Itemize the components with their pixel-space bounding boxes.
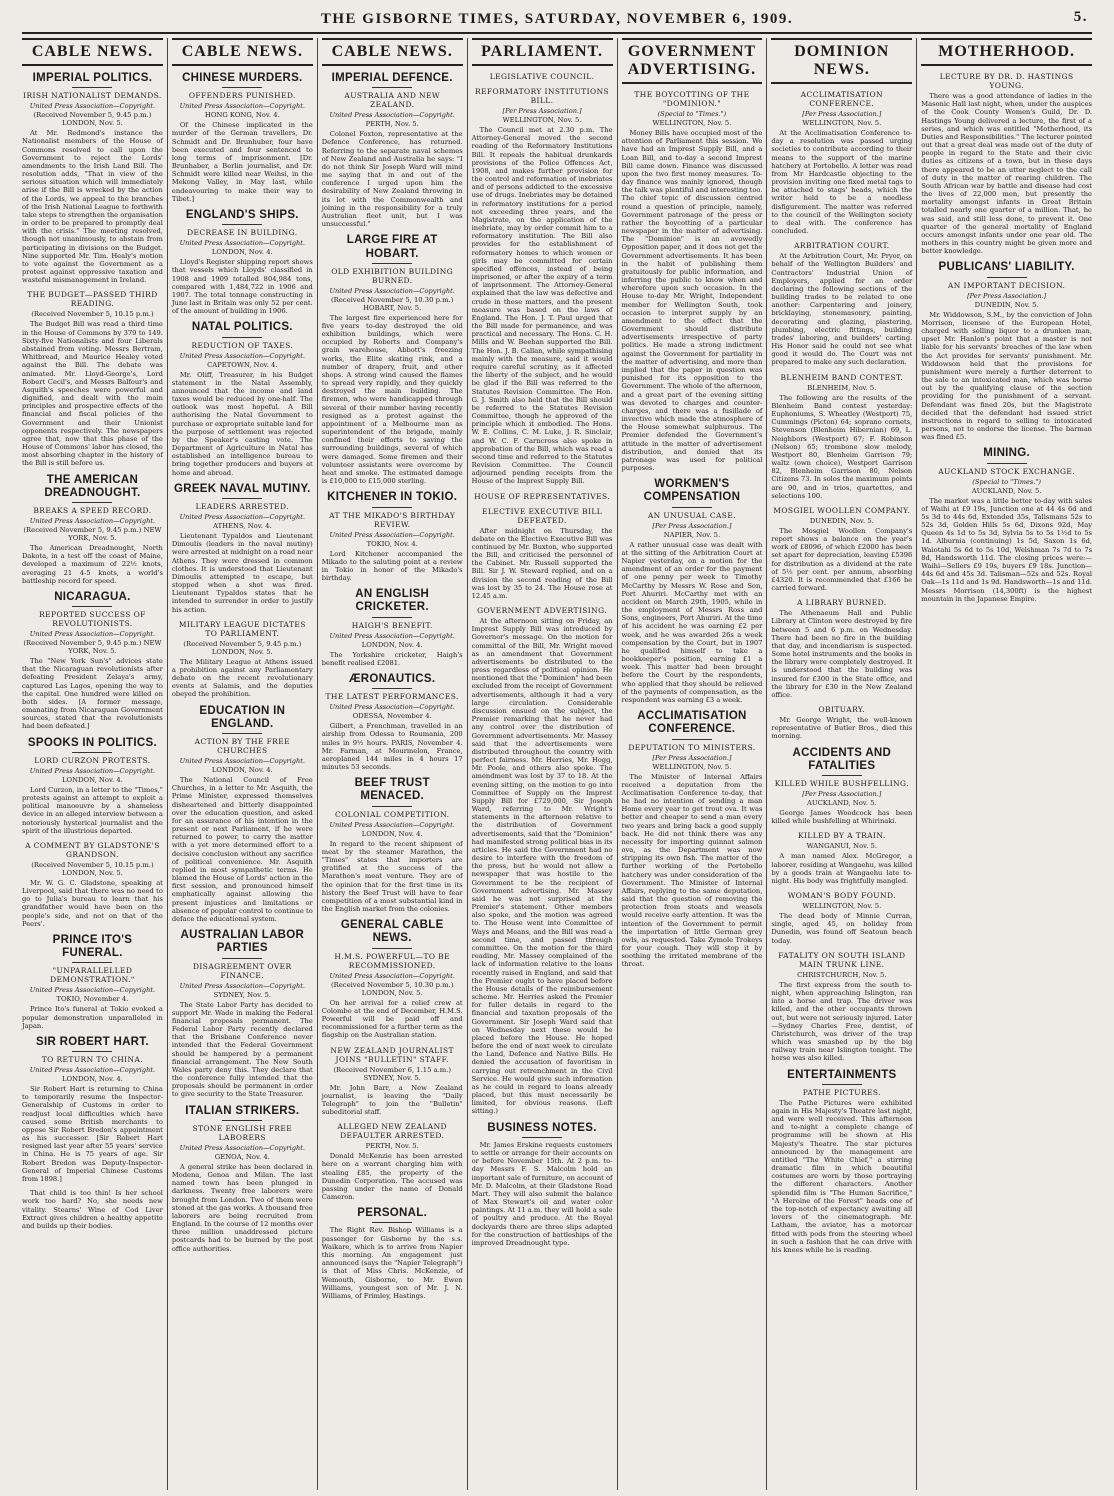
article-subheading: THE LATEST PERFORMANCES. (325, 692, 459, 702)
article-heading: THE AMERICAN DREADNOUGHT. (44, 473, 141, 499)
article-heading: ACCIDENTS AND FATALITIES (792, 746, 892, 772)
article-body: Mr. James Erskine requests customers to settle or arrange for their accounts on or before November 15th. At 2 p.m. to-day Messrs F. S. Malcolm hold an important sale of furniture, on account of Mr. D. Malcolm, at their Gladstone Road Mart. They will also submit the balance of Max Stewart's oil and water color paintings. At 11 a.m. they will hold a sale of poultry and produce. At the Royal dockyards there are three slips adapted for the construction of battleships of the improved Dreadnought type. (471, 1140, 613, 1247)
article-subheading: OLD EXHIBITION BUILDING BURNED. (331, 266, 454, 285)
article-subheading: HOUSE OF REPRESENTATIVES. (474, 491, 611, 501)
article (172, 705, 313, 924)
article-body: Donald McKenzie has been arrested here on a warrant charging him with stealing £85, the property of the Dunedin Corporation. The accused was passing under the name of Donald Cameron. (321, 1152, 463, 1202)
article-subheading: BLENHEIM BAND CONTEST. (780, 372, 904, 382)
article (472, 606, 613, 1115)
article (472, 1122, 613, 1247)
article-body: Prince Ito's funeral at Tokio evoked a popular demonstration unparalleled in Japan. (22, 1005, 163, 1030)
wire-credit: United Press Association—Copyright. (29, 102, 156, 111)
article (172, 1105, 313, 1253)
article-body: That child is too thin! Is her school work too hard? No, she needs new vitality. Stearns' Wine of Cod Liver Extract gives children a healthy appetite and builds up their bodies. (22, 1189, 163, 1230)
dateline: TOKIO, Nov. 4. (366, 539, 418, 548)
article-subheading: OBITUARY. (818, 705, 866, 715)
article-subheading: H.M.S. POWERFUL—TO BE RECOMMISSIONED. (334, 951, 450, 970)
dateline: DUNEDIN, Nov. 5. (809, 516, 874, 525)
article (22, 591, 163, 731)
dateline: (Received November 5, 10.30 p.m.) HOBART, Nov. 5. (331, 295, 454, 312)
article-body: Mr. John Barr, a New Zealand journalist, is leaving the "Daily Telegraph" to join the "Bulletin" subeditorial staff. (321, 1083, 463, 1117)
article-heading: GENERAL CABLE NEWS. (340, 919, 444, 945)
article-subheading: TO RETURN TO CHINA. (41, 1055, 144, 1065)
article-body: The National Council of Free Churches, in a letter to Mr. Asquith, the Prime Minister, expressed themselves disheartened and bitterly disappointed over the education question, and asked for an assurance of his intention in the present or next Parliament, if he were returned to power, to carry the matter with a yet more determined effort to a decisive conclusion without any sacrifice of political convenience. Mr. Asquith replied in most sympathetic terms. He blamed the House of Lords' action in the first session, and pronounced himself emphatically against allowing the present injustices and limitations or absence of popular control to continue to deface the educational system. (171, 776, 313, 923)
article-body: The Yorkshire cricketer, Haigh's benefit realised £2081. (321, 650, 463, 667)
article-body: On her arrival for a relief crew at Colombo at the end of December, H.M.S. Powerful will be paid off and recommissioned for a further term as the flagship on the Australian station. (321, 998, 463, 1040)
dateline: WELLINGTON, Nov. 5. (802, 119, 882, 127)
heading-rule (822, 1084, 862, 1085)
article-subheading: DEPUTATION TO MINISTERS. (628, 742, 756, 752)
article-subheading: A COMMENT BY GLADSTONE'S GRANDSON. (25, 840, 160, 859)
wire-credit: (Special to "Times.") (972, 477, 1041, 486)
article-body: Mr. George Wright, the well-known representative of Butler Bros., died this morning. (771, 716, 913, 741)
article-heading: ENGLAND'S SHIPS. (185, 208, 299, 221)
dateline: HONG KONG, Nov. 4. (204, 111, 280, 120)
article (322, 1207, 463, 1300)
article-subheading: REFORMATORY INSTITUTIONS BILL. (475, 87, 610, 105)
wire-credit: United Press Association—Copyright. (329, 971, 455, 980)
wire-credit: United Press Association—Copyright. (329, 111, 455, 120)
article-subheading: LECTURE BY DR. D. HASTINGS YOUNG. (939, 72, 1074, 90)
article-body: Lieutenant Typaldos and Lieutenant Dimoulis (leaders in the naval mutiny) were arrested at midnight on a road near Athens. They were dressed in common clothes. It is understood that Lieutenant Dimoulis attempted to escape, but stopped when a shot was fired. Lieutenant Typaldos states that he intended to surrender in order to justify his action. (171, 532, 313, 614)
article-body: The Right Rev. Bishop Williams is a passenger for Gisborne by the s.s. Waikare, which is to arrive from Napier this morning. An engagement just announced (says the "Napier Telegraph") is that of Miss Chris. McKenzie, of Wemouth, Gisborne, to Mr. Ewen Williams, youngest son of Mr. J. N. Williams, of Frimley, Hastings. (321, 1226, 463, 1300)
heading-rule (222, 1120, 262, 1121)
article-subheading: ACCLIMATISATION CONFERENCE. (800, 90, 883, 108)
dateline: WANGANUI, Nov. 5. (806, 842, 878, 851)
heading-rule (372, 87, 412, 88)
column-banner: MOTHERHOOD. (921, 38, 1092, 66)
article-body: Colonel Foxton, representative at the Defence Conference, has returned. Referring to the separate naval schemes of New Zealand and Australia he says: "I do not think Sir Joseph Ward will mind me saying that in and out of the conference I urged upon him the desirability of New Zealand throwing in its lot with the Commonwealth and joining in the responsibility for a truly Australian fleet unit, but I was unsuccessful." (321, 130, 463, 229)
dateline: BLENHEIM, Nov. 5. (807, 383, 877, 392)
dateline: LONDON, Nov. 4. (361, 640, 423, 649)
dateline: WELLINGTON, Nov. 5. (652, 119, 732, 127)
article-body: Gilbert, a Frenchman, travelled in an airship from Odessa to Roumania, 200 miles in 9½ hours. PARIS, November 4. Mr. Farman, at Mourmelon, France, aeroplaned 144 miles in 4 hours 17 minutes 53 seconds. (321, 722, 463, 772)
article (622, 478, 763, 704)
column-banner: PARLIAMENT. (472, 38, 613, 66)
column-7 (917, 38, 1096, 1490)
dateline: (Received November 5, 10.15 p.m.) LONDON, Nov. 5. (31, 860, 154, 877)
article-subheading: THE BOYCOTTING OF THE "DOMINION." (634, 90, 750, 108)
article-subheading: FATALITY ON SOUTH ISLAND MAIN TRUNK LINE. (778, 950, 906, 969)
article-heading: ÆRONAUTICS. (349, 673, 436, 686)
article-body: Lord Kitchener accompanied the Mikado to the saluting point at a review in Tokio in honor of the Mikado's birthday. (321, 549, 463, 583)
article-body: The Council met at 2.30 p.m. The Attorney-General moved the second reading of the Reformatory Institutions Bill. It repeals the habitual drunkards provisions of the Police Offences Act, 1908, and makes further provision for the control and reformation of inebriates and of persons addicted to the excessive use of drugs. Inebriates may be detained in reformatory institutions for a period not exceeding three years, and the Magistrate, on the application of the inebriate, may by order commit him to a reformatory institution. The Bill also provides for the establishment of reformatory homes to which women or girls may be committed for certain specified offences, instead of being imprisoned, or after the expiry of a term of imprisonment. The Attorney-General explained that the law was defective and crude in these matters, and the present measure was based on the laws of England. The Hon. J. T. Paul urged that the Bill made for permanence, and was practical and necessary. The Hons. C. H. Mills and W. Beehan supported the Bill. The Hon. J. B. Callan, while sympathising mainly with the measure, said it would require careful scrutiny, as it affected the liberty of the subject, and he would be glad if the Bill was referred to the Statutes Revision Committee. The Hon. G. J. Smith also held that the Bill should be referred to the Statutes Revision Committee, though he approved of the principle which it embodied. The Hons. W. E. Collins, C. M. Luke, J. R. Sinclair, and W. C. F. Carncross also spoke in approbation of the Bill, which was read a second time and referred to the Statutes Revision Committee. The Council adjourned pending receipts from the House of the Imprest Supply Bill. (471, 126, 613, 486)
heading-rule (372, 806, 412, 807)
column-1 (18, 38, 168, 1490)
dateline: TOKIO, November 4. (56, 995, 129, 1004)
wire-credit: (Special to "Times.") (657, 110, 727, 118)
article (322, 72, 463, 228)
article (472, 72, 613, 81)
heading-rule (672, 507, 712, 508)
article-body: After midnight on Thursday, the debate on the Elective Executive Bill was continued by Mr. Buxton, who supported the Bill, and criticised the personnel of the Cabinet. Mr. Russell supported the Bill. Sir J. W. Steward replied, and on a division the second reading of the Bill was lost by 35 to 24. The House rose at 12.45 a.m. (471, 526, 613, 600)
columns-container (18, 38, 1096, 1490)
article (172, 483, 313, 614)
article-body: There was a good attendance of ladies in the Masonic Hall last night, when, under the auspices of the Cook County Women's Guild, Dr. D. Hastings Young delivered a lecture, the first of a series, and which was entitled "Motherhood, its Duties and Responsibilities." The lecturer pointed out that a great deal was made out of the duty of people in regard to the State and their civic duties as citizens of a town, but in these days there appeared to be an utter neglect to the call of duty in the matter of rearing children. The South African war by battle and disease had cost the lives of 22,000 men, but presently the mortality amongst infants in Great Britain totalled nearly one quarter of a million. That, he was said, and still less done, to prevent it. One quarter of the general mortality of England occurs amongst infants under one year old. The mothers in this country might be given more and better knowledge. (921, 92, 1092, 256)
wire-credit: [Per Press Association.] (652, 753, 732, 762)
article-body: A man named Alex. McGregor, a laborer, residing at Wangaehu, was killed by a goods train at Wangaehu late to-night. His body was frightfully mangled. (771, 852, 913, 885)
article (771, 831, 912, 885)
wire-credit: United Press Association—Copyright. (329, 286, 455, 295)
wire-credit: United Press Association—Copyright. (29, 1066, 156, 1075)
article-subheading: AN IMPORTANT DECISION. (947, 280, 1066, 290)
dateline: (Received November 5, 9.45 p.m.) NEW YORK, Nov. 5. (23, 526, 162, 543)
article (172, 321, 313, 476)
heading-rule (672, 739, 712, 740)
wire-credit: United Press Association—Copyright. (329, 820, 455, 829)
article-body: The Pathe Pictures were exhibited again in His Majesty's Theatre last night, and were well received. This afternoon and to-night a complete change of programme will be shown at His Majesty's Theatre. The star pictures announced by the management are entitled "The White Chief," a stirring dramatic film in which beautiful costumes are worn by those portraying the different characters. Another splendid film is "The Human Sacrifice," "A Heroine of the Forest" heads one of the top-notch of expectancy awaiting all lovers of the cinematograph. Mr. Latham, the aviator, has a motorcar fitted with pods from the steering wheel in such a fashion that he can drive with his knees while he is reading. (771, 1098, 913, 1254)
article (322, 491, 463, 582)
article (472, 87, 613, 486)
column-banner: CABLE NEWS. (322, 38, 463, 66)
dateline: ATHENS, Nov. 4. (213, 522, 272, 531)
article-body: The American Dreadnought, North Dakota, in a test off the coast of Maine, developed a maximum of 22½ knots, averaging 21 4-5 knots, a world's battleship record for speed. (22, 544, 163, 585)
article-heading: PUBLICANS' LIABILITY. (938, 261, 1075, 274)
heading-rule (222, 958, 262, 959)
article-heading: ACCLIMATISATION CONFERENCE. (637, 710, 747, 736)
column-banner: GOVERNMENT ADVERTISING. (622, 38, 763, 84)
dateline: LONDON, Nov. 4. (211, 248, 273, 257)
article (472, 507, 613, 601)
dateline: (Received November 5, 10.30 p.m.) LONDON, Nov. 5. (331, 980, 454, 997)
heading-rule (987, 277, 1027, 278)
article (771, 951, 912, 1063)
article-heading: AN ENGLISH CRICKETER. (355, 588, 430, 614)
article-heading: BUSINESS NOTES. (487, 1121, 597, 1134)
article (771, 506, 912, 592)
dateline: (Received November 6, 1.15 a.m.) SYDNEY, Nov. 5. (333, 1065, 452, 1082)
article-subheading: KILLED BY A TRAIN. (798, 831, 886, 841)
article-body: The "New York Sun's" advices state that the Nicaraguan revolutionists after defeating President Zelaya's army, captured Las Lagos, opening the way to the capital. One hundred were killed on both sides. [A former message, emanating from Nicaraguan Government sources, stated that the revolutionists had been defeated.] (22, 657, 163, 731)
wire-credit: United Press Association—Copyright. (179, 351, 305, 360)
dateline: LONDON, Nov. 4. (361, 829, 423, 838)
article-subheading: PATHE PICTURES. (802, 1087, 881, 1097)
heading-rule (822, 775, 862, 776)
article-subheading: AN UNUSUAL CASE. (647, 510, 736, 520)
article-heading: SPOOKS IN POLITICS. (27, 736, 157, 749)
heading-rule (372, 617, 412, 618)
heading-rule (72, 752, 112, 753)
article (22, 290, 163, 467)
article-body: Mr. W. G. C. Gladstone, speaking at Liverpool, said that there was no need to go to Julia's bureau to learn that his grandfather would have been on the people's side, and not on that of the Peers'. (22, 878, 163, 928)
article (172, 929, 313, 1099)
article (172, 620, 313, 699)
article (22, 72, 163, 284)
wire-credit: United Press Association—Copyright. (179, 981, 305, 990)
article-body: Money Bills have occupied most of the attention of Parliament this session. We have had an Imprest Supply Bill, and a Loan Bill, and to-day a second Imprest Bill came down. Finance was discussed upon the two first money measures. To-day finance was mainly ignored, though the talk was plentiful and interesting too. The chief topic of discussion centred round a question of principle, namely, Government patronage of the press or rather the boycotting of a particular newspaper in the matter of advertising. The "Dominion" is an avowedly Opposition paper, and it does not get the Government advertisements. It has been in the habit of publishing them gratuitously for public information, and inferring the public to know when and wherefore upon such occasion. In the House to-day Mr. Wright, Independent member for Wellington South, took occasion to interpret supply by an amendment to the effect that the Government should distribute advertisements irrespective of party politics. He made a strong indictment against the Government for partiality in the matter of advertising, and more than implied that the paper in question was punished for its opposition to the Government. The whole of the afternoon, and a great part of the evening sitting was devoted to charges and counter-charges, and there was a fusillade of invective which made the atmosphere of the House somewhat sulphurous. The Premier defended the Government's attitude in the matter of advertisement distribution, and denied that its patronage was used for political purposes. (621, 129, 763, 473)
article-body: George James Woodcock has been killed while bushfelling at Whirinaki. (771, 809, 913, 826)
article-body: The Budget Bill was read a third time in the House of Commons by 379 to 149. Sixty-five Nationalists and four Liberals abstained from voting. Messrs Bertram, Whitbread, and Maurice Healey voted against the Bill. The debate was animated. Mr. Lloyd-George's, Lord Robert Cecil's, and Messrs Balfour's and Asquith's speeches were powerful and dignified, and dealt with the main principles and prospective effects of the financial and fiscal policies of the Government and their Unionist opponents respectively. The newspapers agree that, now that this phase of the House of Commons' labor has closed, the most absorbing chapter in the history of the Bill is still before us. (22, 320, 163, 468)
dateline: AUCKLAND, Nov. 5. (806, 799, 877, 808)
article-subheading: ELECTIVE EXECUTIVE BILL DEFEATED. (481, 506, 603, 525)
column-banner: CABLE NEWS. (172, 38, 313, 66)
article (322, 234, 463, 485)
article-subheading: ARBITRATION COURT. (794, 241, 890, 251)
article-body: Lord Curzon, in a letter to the "Times," protests against an attempt to exploit a political manoeuvre by a shameless device in an alleged interview between a notoriously hysterical journalist and the spirit of the illustrious departed. (22, 785, 163, 835)
column-4 (468, 38, 618, 1490)
article-subheading: A LIBRARY BURNED. (797, 598, 887, 608)
wire-credit: United Press Association—Copyright. (179, 757, 305, 766)
article-subheading: IRISH NATIONALIST DEMANDS. (23, 91, 162, 101)
article (771, 747, 912, 826)
dateline: CAPETOWN, Nov. 4. (207, 360, 278, 369)
article-subheading: LORD CURZON PROTESTS. (34, 755, 151, 765)
dateline: WELLINGTON, Nov. 5. (652, 762, 732, 771)
heading-rule (987, 463, 1027, 464)
heading-rule (222, 224, 262, 225)
article (771, 241, 912, 366)
article (771, 1069, 912, 1254)
article-body: At the Arbitration Court, Mr. Pryor, on behalf of the Wellington Builders' and Contractors' Industrial Union of Employers, applied for an order declaring the following sections of the building trades to be related to one another: Carpentering and joinery, bricklaying, stonemasonry, painting, decorating and glazing, plastering, plumbing, electric fittings, building trades' laboring, and builders' carting. His Honor said he could not see what good it would do. The Court was not prepared to make any such declaration. (771, 252, 913, 367)
column-5 (618, 38, 768, 1490)
article-heading: CHINESE MURDERS. (182, 72, 303, 84)
wire-credit: [Per Press Association.] (802, 110, 882, 118)
article-body: The Mosgiel Woollen Company's report shows a balance on the year's work of £8096, of which £2000 has been set apart for depreciation, leaving £5396 for distribution as a dividend at the rate of 5½ per cent. per annum, absorbing £4320. It is recommended that £166 be carried forward. (771, 526, 913, 593)
article-subheading: WOMAN'S BODY FOUND. (787, 891, 896, 901)
article-body: At Mr. Redmond's instance the Nationalist members of the House of Commons resolved to call upon the Government to reject the Lords' amendments to the Irish Land Bill. The resolution adds, "That in view of the serious situation which will immediately arise if the Bill is wrecked by the action of the Lords, we appeal to the branches of the Irish National League to forthwith take steps to strengthen the organisation in order to be prepared to promptly deal with the crisis." The meeting resolved, though not unanimously, to abstain from participating in divisions on the Budget. Nine supported Mr. Tim. Healy's motion to vote against the Government as a protest against oppressive taxation and wasteful mismanagement in Ireland. (22, 129, 163, 285)
heading-rule (222, 87, 262, 88)
article (22, 1189, 163, 1230)
article-heading: PERSONAL. (357, 1207, 428, 1220)
article-subheading: OFFENDERS PUNISHED. (188, 91, 296, 101)
wire-credit: United Press Association—Copyright. (329, 631, 455, 640)
article-heading: WORKMEN'S COMPENSATION (643, 478, 741, 504)
article-heading: LARGE FIRE AT HOBART. (346, 234, 438, 260)
article-body: At the Acclimatisation Conference to-day a resolution was passed urging societies to contribute according to their means to the support of the marine hatchery at Portobello. A letter was read from Mr Hardcastle objecting to the provision inviting one fixed metal tags to be attached to stags' heads, which the writer held to be a needless disfigurement. The matter was referred to the council of the Wellington society to deal with. The conference has concluded. (771, 129, 913, 236)
heading-rule (372, 507, 412, 508)
article-body: The Military League at Athens issued a prohibition against any Parliamentary debate on the recent revolutionary events at Salamis, and the deputies obeyed the prohibition. (171, 657, 313, 699)
dateline: DUNEDIN, Nov. 5. (974, 300, 1039, 309)
article-subheading: AUCKLAND STOCK EXCHANGE. (938, 466, 1076, 476)
article-heading: IMPERIAL POLITICS. (32, 72, 153, 84)
article-heading: IMPERIAL DEFENCE. (331, 72, 453, 84)
article (322, 1122, 463, 1201)
article-body: The dead body of Minnie Curran, single, aged 45, on holiday from Dunedin, was found off Seatoun beach today. (771, 912, 913, 945)
article (172, 209, 313, 315)
article-subheading: LEGISLATIVE COUNCIL. (489, 72, 595, 81)
heading-rule (372, 688, 412, 689)
article-body: The largest fire experienced here for five years to-day destroyed the old exhibition buildings, which were occupied by Roberts and Company's grain warehouse, Abbott's freezing works, the Elite skating rink, and a number of drapery, fruit, and other shops. A strong wind caused the flames to spread very rapidly, and they quickly destroyed the main building. The firemen, who were handicapped through several of their number having recently resigned as a protest against the appointment of a Melbourne man as superintendent of the brigade, mainly confined their efforts to saving the surrounding buildings, several of which were damaged. Some firemen and their volunteer assistants were overcome by heat and smoke. The estimated damage is £10,000 to £15,000 sterling. (321, 313, 463, 486)
article-heading: ITALIAN STRIKERS. (185, 1104, 300, 1117)
heading-rule (72, 606, 112, 607)
page-number: 5. (1073, 9, 1088, 25)
dateline: NAPIER, Nov. 5. (663, 530, 721, 539)
column-6 (767, 38, 917, 1490)
heading-rule (222, 337, 262, 338)
article-subheading: "UNPARALLELLED DEMONSTRATION." (50, 966, 135, 985)
column-2 (168, 38, 318, 1490)
article (22, 737, 163, 835)
article-body: A rather unusual case was dealt with at the sitting of the Arbitration Court at Napier yesterday, on a motion for the amendment of an order for the payment of one penny per week to Timothy McCarthy by Messrs W. Rose and Son, Port Ahuriri. McCarthy met with an accident on March 29th, 1905, while in the employment of Messrs Ross and Sons, engineers, Port Ahuriri. At the time of his accident he was earning £2 per week, and he was awarded 26s a week compensation by the Court, but in 1907 he qualified himself to take a bookkeeper's position, earning £1 a week. This matter had been brought before the Court by the respondents, who applied that they should be relieved of the payments of compensation, as the respondent was earning £3 a week. (621, 540, 763, 704)
article (472, 492, 613, 501)
wire-credit: [Per Press Association.] (502, 107, 582, 115)
dateline: WELLINGTON, Nov. 5. (802, 902, 882, 911)
column-3 (318, 38, 468, 1490)
article-subheading: HAIGH'S BENEFIT. (351, 620, 433, 630)
article-body: The State Labor Party has decided to support Mr. Wade in making the Federal financial proposals permanent. The Federal Labor Party recently declared that the Brisbane Conference never intended that the Federal Government should be hampered by a permanent financial arrangement. The New South Wales party deny this. They declare that the conference fully intended that the proposals should be permanent in order to give security to the State Treasurer. (171, 1000, 313, 1099)
article (22, 474, 163, 585)
dateline: PERTH, Nov. 5. (365, 120, 419, 129)
article-heading: NICARAGUA. (54, 590, 131, 603)
article-heading: SIR ROBERT HART. (36, 1035, 149, 1048)
article (322, 673, 463, 771)
article-body: The first express from the south to-night, when approaching Islington, ran into a horse and trap. The driver was killed, and the other occupants thrown out, but were not seriously injured. Later—Sydney Charles Free, dentist, of Christchurch, was driver of the trap which was smashed up by the big railway train near Islington tonight. The horse was also killed. (771, 980, 913, 1063)
article (322, 919, 463, 1039)
article-heading: ENTERTAINMENTS (787, 1068, 897, 1081)
article-body: At the afternoon sitting on Friday, an Imprest Supply Bill was introduced by Governor's message. On the motion for committal of the Bill, Mr. Wright moved as an amendment that Government advertisements be distributed to the press regardless of political opinion. He mentioned that the "Dominion" had been excluded from the receipt of Government advertisements, although it had a very large circulation. Considerable discussion ensued on the subject, the Premier remarking that he never had any control over the distribution of Government advertisements. Mr. Massey said that the advertisements were distributed throughout the country with perfect fairness. Mr. Herries, Mr. Hogg, Mr. Poole, and others also spoke. The amendment was lost by 37 to 18. At the evening sitting, on the motion to go into Committee of Supply on the Imprest Supply Bill for £729,000, Sir Joseph Ward, referring to Mr. Wright's statements in the afternoon relative to the distribution of Government advertisements, said that the "Dominion" had manifested strong political bias in its articles. He said the Government had no desire to interfere with the freedom of the press, but he would not allow a newspaper that was hostile to the Government to be the recipient of Government advertising. Mr. Massey said he was not surprised at the Premier's statement. Other members also spoke, and the motion was agreed to. The House went into Committee of Ways and Means, and the Bill was read a second time, and passed through committee. On the motion for the third reading, Mr. Massey complained of the lack of information relative to the loans recently raised in England, and said that the Premier ought to have placed before the House details of the reimbursement scheme. Mr. Herries asked the Premier for fuller details in regard to the financial and taxation proposals of the Government. Sir Joseph Ward said that on Wednesday next these would be placed before the House. He hoped before the end of next week to circulate the Land, Defence and Native Bills. He denied the accusation of favoritism in carrying out retrenchment in the Civil Service. He would give such information as he could in regard to loans already placed, but this must necessarily be limited, for obvious reasons. (Left sitting.) (471, 617, 613, 1116)
heading-rule (72, 502, 112, 503)
dateline: WELLINGTON, Nov. 5. (502, 116, 582, 124)
article (921, 72, 1092, 255)
wire-credit: United Press Association—Copyright. (179, 239, 305, 248)
wire-credit: United Press Association—Copyright. (29, 630, 156, 639)
article-subheading: AT THE MIKADO'S BIRTHDAY REVIEW. (329, 510, 456, 529)
article-body: The market was a little better to-day with sales of Waihi at £9 19s, Junction one at 44 4s 6d and 5s 3d to 44s 6d, Extended 35s, Talismans 52s to 52s 3d, Golden Hills 5s 6d, Dixons 92d, May Queen 4s 1d to 5s 3d, Sylvia 5s to 5s 1½d to 5s 1d. Alburnia (continuing) 1s 5d, Saxon 1s 6d, Waiotahi 5s 6d to 5s 10d, Welshman 7s 7d to 7s 8d, Handsworth 11d. The closing prices were:—Waihi—Sellers £9 19s, buyers £9 18s. Junction—44s 6d and 45s 3d. Talisman—52s and 52s. Royal Oak—1s 11d and 1s 9d. Handsworth—1s and 11d. Messrs Morrison (14,300ft) is the highest mountain in the Japanese Empire. (921, 496, 1092, 603)
article-subheading: ALLEGED NEW ZEALAND DEFAULTER ARRESTED. (337, 1122, 447, 1141)
column-banner: DOMINION NEWS. (771, 38, 912, 84)
article-body: Lloyd's Register shipping report shows that vessels which Lloyds' classified in 1908 and 1909 totalled 804,984 tons, compared with 1,484,722 in 1906 and 1907. The total tonnage constructing in June last in Britain was only 52 per cent. of the amount of building in 1906. (171, 258, 313, 316)
column-banner: CABLE NEWS. (22, 38, 163, 66)
dateline: LONDON, Nov. 4. (62, 775, 123, 784)
article-body: In regard to the recent shipment of meat by the steamer Marathon, the "Times" states that importers are gratified at the success of the Marathon's meat venture. They are of the opinion that for the first time in its history the Beef Trust will have to fear competition of a most substantial kind in the English market from the colonies. (321, 839, 463, 914)
dateline: LONDON, Nov. 4. (211, 766, 273, 775)
heading-rule (372, 948, 412, 949)
article-subheading: AUSTRALIA AND NEW ZEALAND. (344, 91, 440, 110)
article-subheading: LEADERS ARRESTED. (195, 502, 289, 512)
wire-credit: [Per Press Association.] (652, 521, 732, 530)
heading-rule (372, 1222, 412, 1223)
heading-rule (522, 1137, 562, 1138)
article-subheading: GOVERNMENT ADVERTISING. (477, 606, 607, 616)
article (921, 447, 1092, 602)
heading-rule (222, 498, 262, 499)
article-heading: KITCHENER IN TOKIO. (327, 491, 458, 504)
article-heading: PRINCE ITO'S FUNERAL. (52, 933, 133, 960)
dateline: (Received November 5, 9.45 p.m.) LONDON, Nov. 5. (183, 639, 302, 656)
article-subheading: BREAKS A SPEED RECORD. (33, 506, 152, 516)
article-body: Mr. Oliff, Treasurer, in his Budget statement in the Natal Assembly, announced that the income and land taxes would be reduced by one-half. The outlook was most hopeful. A Bill authorising the Natal Government to purchase or expropriate suitable land for the purpose of settlement was rejected by the Speaker's casting vote. The Department of Agriculture in Natal has established an intelligence bureau to bring together producers and buyers at home and abroad. (171, 370, 313, 477)
heading-rule (72, 962, 112, 963)
article (771, 373, 912, 500)
heading-rule (72, 1051, 112, 1052)
article (771, 90, 912, 235)
dateline: CHRISTCHURCH, Nov. 5. (797, 970, 887, 979)
article (771, 891, 912, 945)
article (622, 90, 763, 472)
article (22, 934, 163, 1030)
wire-credit: United Press Association—Copyright. (329, 703, 455, 712)
article (771, 598, 912, 699)
heading-rule (372, 263, 412, 264)
article-body: The following are the results of the Blenheim Band contest yesterday: Euphoniums, S. Wheatley (Westport) 75, Cummings (Picton) 64; soprano cornets, Stevenson (Blenheim Hibernian) 69, L. Neighbors (Westport) 67; F. Robinson (Nelson) 65; trombone slow melody, Westport 80, Blenheim Garrison 79; waltz (own choice), Westport Garrison 82, Blenheim Garrison 80, Nelson Citizens 73. In solos the maximum points are 90, and in trios, quartettes, and selections 100. (771, 393, 913, 500)
masthead-title: THE GISBORNE TIMES, SATURDAY, NOVEMBER 6, 1909. (320, 10, 794, 27)
article-heading: AUSTRALIAN LABOR PARTIES (180, 929, 305, 955)
wire-credit: United Press Association—Copyright. (29, 517, 156, 526)
article (22, 1036, 163, 1183)
article (921, 261, 1092, 441)
wire-credit: United Press Association—Copyright. (179, 1143, 305, 1152)
article-body: The Athenaeum Hall and Public Library at Clinton were destroyed by fire between 5 and 6 p.m. on Wednesday. There had been no fire in the building that day, and incendiarism is suspected. Some hotel instruments and the books in the library were completely destroyed. It is understood that the building was insured for £300 in the State office, and the library for £30 in the New Zealand office. (771, 609, 913, 699)
article (172, 72, 313, 203)
article-heading: BEEF TRUST MENACED. (354, 777, 430, 803)
dateline: GENOA, Nov. 4. (214, 1152, 270, 1161)
wire-credit: [Per Press Association.] (802, 790, 882, 799)
article (771, 705, 912, 741)
article-subheading: KILLED WHILE BUSHFELLING. (774, 779, 909, 789)
article-body: Of the Chinese implicated in the murder of the German travellers, Dr. Schmidt and Dr. Brunhuber, four have been executed and four sentenced to long terms of imprisonment. [Dr. Brunhaber, a Berlin journalist, and Dr. Schmidt were killed near Weihsi, in the Mekong Valley, in May last, while endeavouring to make their way to Tibet.] (171, 121, 313, 203)
article-heading: GREEK NAVAL MUTINY. (173, 482, 311, 495)
wire-credit: United Press Association—Copyright. (179, 102, 305, 111)
article-subheading: THE BUDGET—PASSED THIRD READING. (27, 290, 158, 309)
article-body: Mr. Widdowson, S.M., by the conviction of John Morrison, licensee of the European Hotel, charged with selling liquor to a drunken man, upset Mr. Hanlon's point that a master is not liable for his servants' breaches of the law when the Act provides for servants' punishment. Mr. Widdowson held that the provisions for punishment were merely a further deterrent to the sale to an intoxicated man, which was borne out by the qualifying clause of the section providing for the punishment of a servant. Defendant was fined 20s, but the Magistrate decided that the defendant had issued strict instructions in regard to selling to intoxicated persons, not to endorse the license. The barman was fined £5. (921, 310, 1092, 442)
article-heading: EDUCATION IN ENGLAND. (199, 704, 286, 730)
wire-credit: United Press Association—Copyright. (179, 513, 305, 522)
wire-credit: [Per Press Association.] (967, 291, 1047, 300)
heading-rule (222, 733, 262, 734)
article-subheading: MOSGIEL WOOLLEN COMPANY. (773, 505, 911, 515)
article-body: The Minister of Internal Affairs received a deputation from the Acclimatisation Conference to-day, that he had no intention of sending a man Home every year to get trout ova. It was better and cheaper to send a man every two years and bring back a good supply back. He did not think there was any necessity for importing quinnat salmon ova, as the Department was now stripping its own fish. The matter of the further working of the Portobello hatchery was under consideration of the Government. The Minister of Internal Affairs, replying to the same deputation, said that the question of removing the protection from stoats and weasels would receive early attention. It was the intention of the Government to permit the importation of little German grey owls, as requested. Take Zymole Trokeys for your cough. They will stop it by soothing the irritated membrane of the throat. (621, 772, 763, 969)
dateline: (Received November 5, 10.15 p.m.) (31, 310, 154, 319)
article-heading: NATAL POLITICS. (191, 321, 293, 334)
dateline: (Received November 5, 9.45 p.m.) LONDON, Nov. 5. (33, 111, 152, 128)
article (622, 710, 763, 969)
wire-credit: United Press Association—Copyright. (329, 530, 455, 539)
dateline: AUCKLAND, Nov. 5. (971, 486, 1042, 495)
article-subheading: REPORTED SUCCESS OF REVOLUTIONISTS. (39, 610, 146, 629)
dateline: SYDNEY, Nov. 5. (213, 990, 271, 999)
dateline: LONDON, Nov. 4. (62, 1075, 123, 1084)
wire-credit: United Press Association—Copyright. (29, 766, 156, 775)
article-subheading: NEW ZEALAND JOURNALIST JOINS "BULLETIN" STAFF. (330, 1045, 454, 1064)
dateline: (Received November 5, 9.45 p.m.) NEW YORK, Nov. 5. (23, 639, 162, 656)
dateline: ODESSA, November 4. (352, 712, 432, 721)
article (322, 777, 463, 913)
masthead (22, 6, 1092, 34)
heading-rule (72, 87, 112, 88)
article-subheading: STONE ENGLISH FREE LABORERS (192, 1123, 293, 1142)
article-subheading: COLONIAL COMPETITION. (335, 809, 450, 819)
article-subheading: REDUCTION OF TAXES. (191, 340, 294, 350)
article-subheading: DECREASE IN BUILDING. (187, 228, 298, 238)
article (322, 1046, 463, 1117)
article-heading: MINING. (983, 447, 1031, 460)
article-body: A general strike has been declared in Modena, Genoa and Milan. The last named town has been plunged in darkness. Twenty free laborers were brought from London. Two of them were stoned at the gas works. A thousand free laborers are being recruited from England. In the course of 12 months over three million unaddressed picture postcards had to be burned by the post office authorities. (171, 1162, 313, 1253)
article (22, 841, 163, 928)
article-subheading: ACTION BY THE FREE CHURCHES (194, 737, 290, 756)
article-body: Sir Robert Hart is returning to China to temporarily resume the Inspector-Generalship of Customs in order to readjust local difficulties which have caused some British merchants to oppose Sir Robert Bredon's appointment as his successor. [Sir Robert Hart resigned last year after 55 years' service in China. He is 75 years of age. Sir Robert Bredon was Deputy-Inspector-General of Imperial Chinese Customs from 1898.] (22, 1085, 163, 1183)
wire-credit: United Press Association—Copyright. (29, 986, 156, 995)
article-subheading: DISAGREEMENT OVER FINANCE. (193, 961, 292, 980)
article-subheading: MILITARY LEAGUE DICTATES TO PARLIAMENT. (178, 619, 306, 638)
dateline: PERTH, Nov. 5. (365, 1142, 419, 1151)
article (322, 588, 463, 667)
